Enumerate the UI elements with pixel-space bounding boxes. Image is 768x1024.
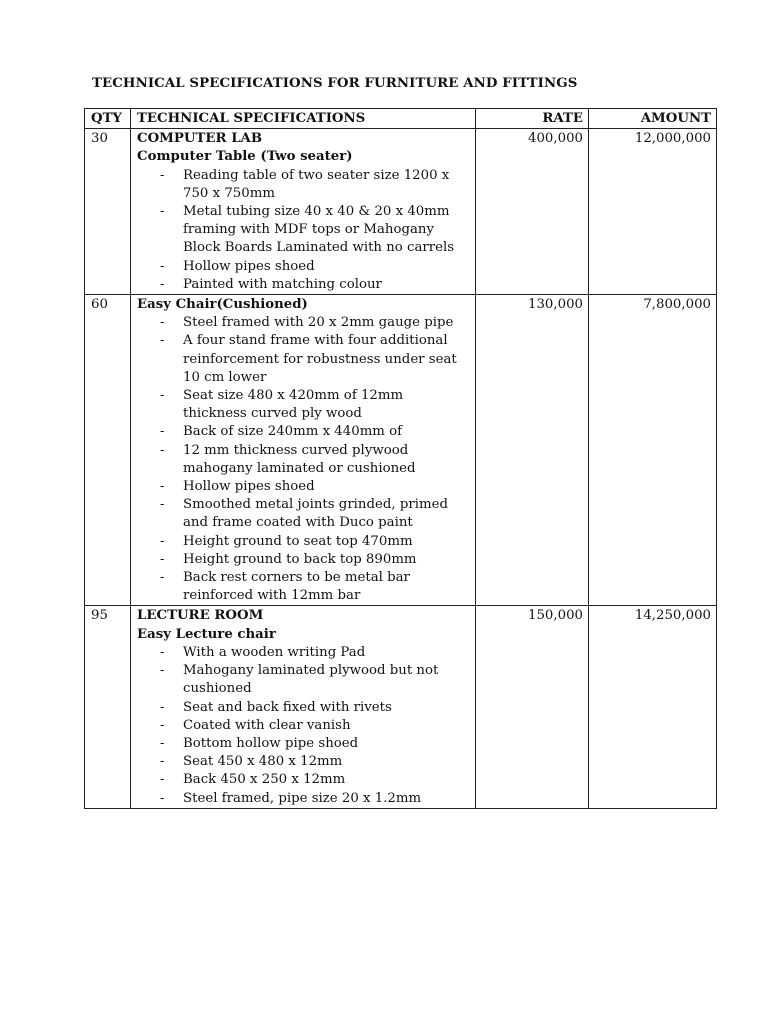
bullet-dash: -	[160, 333, 165, 349]
spec-list-item	[137, 735, 470, 753]
specifications-table	[84, 108, 717, 809]
spec-list-item	[137, 662, 470, 698]
spec-list-item	[137, 314, 470, 332]
spec-text: Bottom hollow pipe shoed	[183, 735, 359, 751]
spec-text: Height ground to seat top 470mm	[183, 533, 413, 549]
spec-list-item	[137, 276, 470, 294]
spec-text: Steel framed with 20 x 2mm gauge pipe	[183, 315, 454, 331]
amount-header: AMOUNT	[589, 109, 717, 129]
spec-list-item	[137, 442, 470, 478]
section-title: COMPUTER LAB	[137, 131, 263, 147]
spec-text: With a wooden writing Pad	[183, 644, 366, 660]
spec-text: Hollow pipes shoed	[183, 479, 315, 495]
spec-text: Seat size 480 x 420mm of 12mm thickness curved ply wood	[183, 388, 404, 422]
spec-list-item	[137, 569, 470, 605]
spec-list-item	[137, 203, 470, 258]
item-title: Easy Chair(Cushioned)	[137, 297, 308, 313]
bullet-dash: -	[160, 258, 165, 274]
bullet-dash: -	[160, 424, 165, 440]
bullet-dash: -	[160, 315, 165, 331]
amount-cell: 7,800,000	[589, 295, 717, 606]
spec-text: Seat 450 x 480 x 12mm	[183, 754, 343, 770]
spec-list-item	[137, 551, 470, 569]
spec-text: Steel framed, pipe size 20 x 1.2mm	[183, 790, 422, 806]
bullet-dash: -	[160, 167, 165, 183]
table-row	[85, 606, 717, 808]
qty-header: QTY	[85, 109, 131, 129]
bullet-dash: -	[160, 663, 165, 679]
spec-list-item	[137, 771, 470, 789]
spec-text: Back of size 240mm x 440mm of	[183, 424, 403, 440]
bullet-dash: -	[160, 772, 165, 788]
spec-list-item	[137, 332, 470, 387]
table-row	[85, 129, 717, 295]
document-title: TECHNICAL SPECIFICATIONS FOR FURNITURE AND FITTINGS	[92, 76, 578, 91]
bullet-dash: -	[160, 497, 165, 513]
bullet-dash: -	[160, 754, 165, 770]
spec-cell	[131, 129, 476, 295]
bullet-dash: -	[160, 204, 165, 220]
item-title: Computer Table (Two seater)	[137, 149, 353, 165]
amount-cell: 12,000,000	[589, 129, 717, 295]
spec-list	[137, 314, 470, 605]
spec-text: Coated with clear vanish	[183, 717, 351, 733]
item-title: Easy Lecture chair	[137, 626, 276, 642]
spec-text: Height ground to back top 890mm	[183, 551, 417, 567]
bullet-dash: -	[160, 644, 165, 660]
spec-list-item	[137, 717, 470, 735]
rate-cell: 400,000	[476, 129, 589, 295]
bullet-dash: -	[160, 276, 165, 292]
spec-header: TECHNICAL SPECIFICATIONS	[131, 109, 476, 129]
spec-list-item	[137, 790, 470, 808]
bullet-dash: -	[160, 388, 165, 404]
spec-cell	[131, 606, 476, 808]
rate-header: RATE	[476, 109, 589, 129]
bullet-dash: -	[160, 735, 165, 751]
spec-text: Reading table of two seater size 1200 x 750 x 750mm	[183, 167, 450, 201]
bullet-dash: -	[160, 699, 165, 715]
spec-list-item	[137, 478, 470, 496]
spec-text: Seat and back fixed with rivets	[183, 699, 392, 715]
section-title: LECTURE ROOM	[137, 608, 264, 624]
spec-list-item	[137, 167, 470, 203]
spec-text: Metal tubing size 40 x 40 & 20 x 40mm framing with MDF tops or Mahogany Block Boards Laminated with no carrels	[183, 204, 455, 256]
spec-list	[137, 167, 470, 294]
spec-text: Mahogany laminated plywood but not cushioned	[183, 663, 439, 697]
bullet-dash: -	[160, 790, 165, 806]
table-row	[85, 295, 717, 606]
spec-list-item	[137, 753, 470, 771]
spec-list-item	[137, 387, 470, 423]
spec-list-item	[137, 258, 470, 276]
spec-text: Painted with matching colour	[183, 276, 382, 292]
spec-text: 12 mm thickness curved plywood mahogany laminated or cushioned	[183, 442, 416, 476]
table-header-row	[85, 109, 717, 129]
rate-cell: 130,000	[476, 295, 589, 606]
bullet-dash: -	[160, 533, 165, 549]
spec-text: A four stand frame with four additional reinforcement for robustness under seat 10 cm lower	[183, 333, 457, 385]
spec-text: Smoothed metal joints grinded, primed and frame coated with Duco paint	[183, 497, 448, 531]
table-body	[85, 129, 717, 809]
qty-cell: 60	[85, 295, 131, 606]
spec-list-item	[137, 533, 470, 551]
spec-text: Back 450 x 250 x 12mm	[183, 772, 346, 788]
bullet-dash: -	[160, 479, 165, 495]
bullet-dash: -	[160, 442, 165, 458]
rate-cell: 150,000	[476, 606, 589, 808]
spec-list-item	[137, 423, 470, 441]
spec-text: Back rest corners to be metal bar reinforced with 12mm bar	[183, 570, 410, 604]
spec-cell	[131, 295, 476, 606]
qty-cell: 95	[85, 606, 131, 808]
qty-cell: 30	[85, 129, 131, 295]
bullet-dash: -	[160, 551, 165, 567]
spec-text: Hollow pipes shoed	[183, 258, 315, 274]
spec-list	[137, 644, 470, 808]
amount-cell: 14,250,000	[589, 606, 717, 808]
spec-list-item	[137, 644, 470, 662]
bullet-dash: -	[160, 570, 165, 586]
bullet-dash: -	[160, 717, 165, 733]
spec-list-item	[137, 496, 470, 532]
spec-list-item	[137, 699, 470, 717]
